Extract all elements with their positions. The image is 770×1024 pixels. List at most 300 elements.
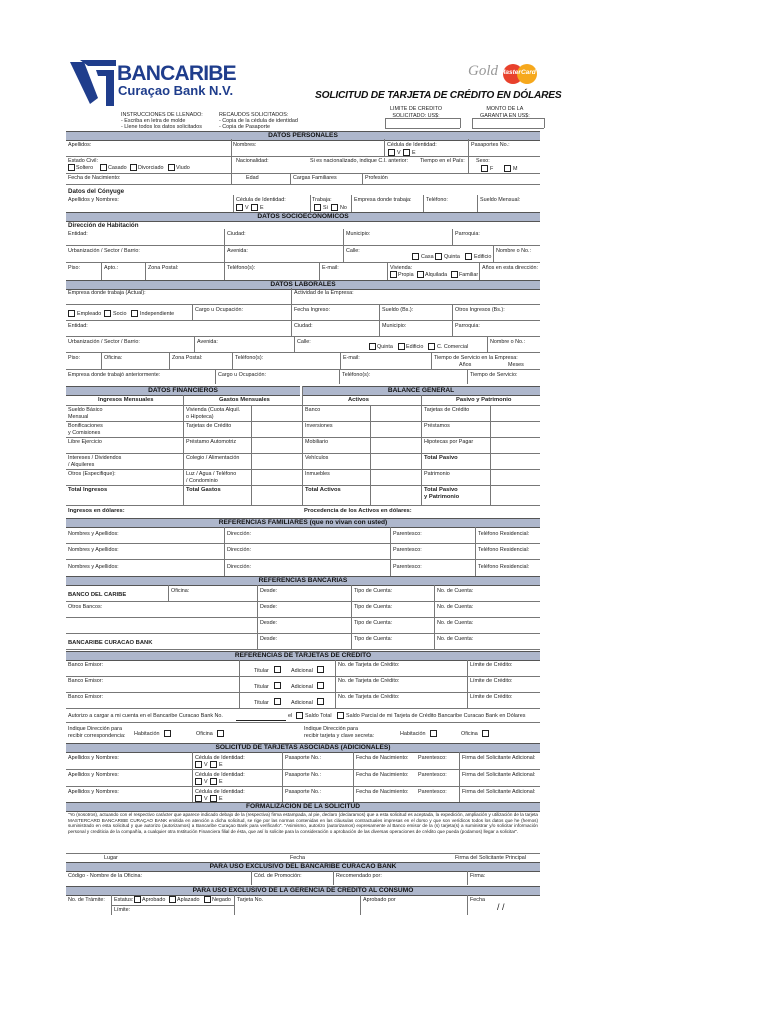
section-referencias-tarjetas: REFERENCIAS DE TARJETAS DE CREDITO xyxy=(66,651,540,661)
instrucciones-l2: - Llene todos los datos solicitados xyxy=(121,124,202,130)
familiar-label: Familiar xyxy=(459,272,479,278)
ad-parentesco-label[interactable]: Parentesco: xyxy=(418,772,447,778)
fin-row-divider xyxy=(66,485,540,486)
formalizacion-text: "Yo (nosotros), actuando con el respectivo carácter que aparece indicado debajo de la (respectiva) firma estampada, al pie, declaro (declaramos) que a esta solicitud es aceptada, la expedición, ampliación y utilización de la tarjeta MASTERCARD BANCARIBE CURAÇAO BANK emitida en atención a dicha solicitud, se rige por las normas contenidas en las cláusulas contractuales impresas en el dorso y que son verídicos todos los datos que he (hemos) suministrado en esta solicitud y que autorizo (autorizamos) a Bancaribe Curaçao Bank para verificarlo". "Asimismo, autorizo (autorizamos) expresamente al Banco emisor de la (s) tarjeta(s) a suministrar y/o solicitar información personal y crediticia de la compañía, a cualquier otra Institución Financiera filial de ésta, que así lo solicite para la consideración o aprobación de las diversas operaciones de crédito que pueda (podamos) llegar a solicitar". xyxy=(68,812,538,834)
ad-e-label: E xyxy=(219,762,223,768)
ad-parentesco-label[interactable]: Parentesco: xyxy=(418,755,447,761)
rt-no-tarjeta-label[interactable]: No. de Tarjeta de Crédito: xyxy=(338,662,400,668)
hab-casa-label: Casa xyxy=(421,254,434,260)
saldo-parcial-checkbox[interactable] xyxy=(337,712,344,719)
lab-zona-label[interactable]: Zona Postal: xyxy=(172,355,203,361)
ad-cedula-label[interactable]: Cédula de Identidad: xyxy=(195,772,245,778)
ad-parentesco-label[interactable]: Parentesco: xyxy=(418,789,447,795)
viudo-checkbox[interactable] xyxy=(168,164,175,171)
cod-promocion-label[interactable]: Cód. de Promoción: xyxy=(254,873,302,879)
fin-cell[interactable]: Tarjetas de Crédito xyxy=(186,423,232,429)
rt-banco-label[interactable]: Banco Emisor: xyxy=(68,694,104,700)
hab-casa-checkbox[interactable] xyxy=(412,253,419,260)
fin-cell[interactable]: Colegio / Alimentación xyxy=(186,455,240,461)
rb-no-cuenta-label[interactable]: No. de Cuenta: xyxy=(437,604,474,610)
conyuge-empresa-label[interactable]: Empresa donde trabaja: xyxy=(354,197,412,203)
gastos-header: Gastos Mensuales xyxy=(219,397,270,403)
ad-firma-label[interactable]: Firma del Solicitante Adicional: xyxy=(462,772,536,778)
socio-checkbox[interactable] xyxy=(104,310,111,317)
hab-municipio-label[interactable]: Municipio: xyxy=(346,231,371,237)
rb-tipo-label[interactable]: Tipo de Cuenta: xyxy=(354,588,393,594)
hab-urb-label[interactable]: Urbanización / Sector / Barrio: xyxy=(68,248,140,254)
rf-direccion-label[interactable]: Dirección: xyxy=(227,564,251,570)
rf-telefono-label[interactable]: Teléfono Residencial: xyxy=(478,564,530,570)
section-adicionales: SOLICITUD DE TARJETAS ASOCIADAS (ADICIONALES) xyxy=(66,743,540,753)
sexo-f-checkbox[interactable] xyxy=(481,165,488,172)
fin-cell[interactable]: Mobiliario xyxy=(305,439,329,445)
negado-label: Negado xyxy=(212,897,231,903)
hab-parroquia-label[interactable]: Parroquia: xyxy=(455,231,480,237)
rt-adicional-label: Adicional xyxy=(291,684,313,690)
hab-piso-label[interactable]: Piso: xyxy=(68,265,80,271)
rt-limite-label[interactable]: Límite de Crédito: xyxy=(470,694,513,700)
ad-v-checkbox[interactable] xyxy=(195,761,202,768)
rt-adicional-checkbox[interactable] xyxy=(317,698,324,705)
hab-anos-label[interactable]: Años en esta dirección: xyxy=(482,265,539,271)
pasaportes-label[interactable]: Pasaportes No.: xyxy=(471,142,510,148)
tarj-oficina-checkbox[interactable] xyxy=(482,730,489,737)
nacionalizado-label[interactable]: Si es nacionalizado, indique C.I. anterior: xyxy=(310,158,408,164)
hab-edificio-checkbox[interactable] xyxy=(465,253,472,260)
lab-fecha-ingreso-label[interactable]: Fecha Ingreso: xyxy=(294,307,330,313)
recaudos-heading: RECAUDOS SOLICITADOS: xyxy=(219,112,289,118)
fin-cell[interactable]: Patrimonio xyxy=(424,471,450,477)
correspondencia-label: Indique Dirección para recibir correspondencia: xyxy=(68,726,126,739)
lab-ciudad-label[interactable]: Ciudad: xyxy=(294,323,313,329)
rt-adicional-checkbox[interactable] xyxy=(317,682,324,689)
fecha-gerencia-label[interactable]: Fecha xyxy=(470,897,485,903)
nacionalidad-label[interactable]: Nacionalidad: xyxy=(236,158,269,164)
fin-cell[interactable]: Libre Ejercicio xyxy=(68,439,102,445)
rb-no-cuenta-label[interactable]: No. de Cuenta: xyxy=(437,588,474,594)
estatus-label: Estatus: xyxy=(114,897,134,903)
rf-divider xyxy=(224,543,225,559)
tramite-label[interactable]: No. de Trámite: xyxy=(68,897,105,903)
hab-quinta-label: Quinta xyxy=(444,254,460,260)
rf-divider xyxy=(224,527,225,543)
independiente-checkbox[interactable] xyxy=(131,310,138,317)
rf-divider xyxy=(390,527,391,543)
rb-desde-label[interactable]: Desde: xyxy=(260,620,278,626)
ad-e-label: E xyxy=(219,779,223,785)
rf-parentesco-label[interactable]: Parentesco: xyxy=(393,564,422,570)
lab-nombre-no-label[interactable]: Nombre o No.: xyxy=(490,339,526,345)
ad-cedula-label[interactable]: Cédula de Identidad: xyxy=(195,789,245,795)
lab-piso-label[interactable]: Piso: xyxy=(68,355,80,361)
ad-firma-label[interactable]: Firma del Solicitante Adicional: xyxy=(462,789,536,795)
rf-divider xyxy=(224,560,225,576)
ad-pasaporte-label[interactable]: Pasaporte No.: xyxy=(285,789,321,795)
ad-cedula-label[interactable]: Cédula de Identidad: xyxy=(195,755,245,761)
mastercard-text: MasterCard xyxy=(500,69,536,76)
rt-limite-label[interactable]: Límite de Crédito: xyxy=(470,678,513,684)
saldo-total-checkbox[interactable] xyxy=(296,712,303,719)
alquilado-label: Alquilada xyxy=(425,272,448,278)
viudo-label: Viudo xyxy=(176,165,190,171)
ad-row-divider xyxy=(66,769,540,770)
rt-titular-checkbox[interactable] xyxy=(274,666,281,673)
ad-fecha-nac-label[interactable]: Fecha de Nacimiento: xyxy=(356,772,409,778)
fin-cell[interactable]: Total Activos xyxy=(305,487,341,493)
rb-row-divider xyxy=(66,649,540,650)
recaudos-l2: - Copia de Pasaporte xyxy=(219,124,270,130)
curacao-label: BANCARIBE CURACAO BANK xyxy=(68,640,153,646)
banco-caribe-label: BANCO DEL CARIBE xyxy=(68,592,127,598)
autorizo-label: Autorizo a cargar a mi cuenta en el Bancaribe Curacao Bank No. xyxy=(68,713,223,719)
edad-label[interactable]: Edad xyxy=(246,175,259,181)
ad-pasaporte-label[interactable]: Pasaporte No.: xyxy=(285,772,321,778)
rf-parentesco-label[interactable]: Parentesco: xyxy=(393,531,422,537)
sexo-m-label: M xyxy=(513,166,518,172)
lab-quinta-label: Quinta xyxy=(377,344,393,350)
conyuge-sueldo-label[interactable]: Sueldo Mensual: xyxy=(480,197,521,203)
aplazado-label: Aplazado xyxy=(177,897,200,903)
rf-row-divider xyxy=(66,559,540,560)
brand-subname: Curaçao Bank N.V. xyxy=(118,83,234,98)
fin-cell[interactable]: Préstamos xyxy=(424,423,450,429)
lab-cargo-label[interactable]: Cargo u Ocupación: xyxy=(195,307,243,313)
rt-banco-label[interactable]: Banco Emisor: xyxy=(68,678,104,684)
rt-titular-label: Titular xyxy=(254,700,269,706)
lab-quinta-checkbox[interactable] xyxy=(369,343,376,350)
cedula-v-checkbox[interactable] xyxy=(388,149,395,156)
hab-calle-label[interactable]: Calle: xyxy=(346,248,360,254)
rt-titular-label: Titular xyxy=(254,668,269,674)
hab-avenida-label[interactable]: Avenida: xyxy=(227,248,248,254)
rb-oficina-label[interactable]: Oficina: xyxy=(171,588,190,594)
instrucciones-heading: INSTRUCCIONES DE LLENADO: xyxy=(121,112,203,118)
fin-cell[interactable]: Banco xyxy=(305,407,321,413)
fin-cell[interactable]: Otros (Especifique): xyxy=(68,471,116,477)
divorciado-checkbox[interactable] xyxy=(130,164,137,171)
section-formalizacion: FORMALIZACION DE LA SOLICITUD xyxy=(66,802,540,812)
hab-telefonos-label[interactable]: Teléfono(s): xyxy=(227,265,256,271)
fecha-nac-label[interactable]: Fecha de Nacimiento: xyxy=(68,175,121,181)
lab-cargo2-label[interactable]: Cargo u Ocupación: xyxy=(218,372,266,378)
rt-adicional-label: Adicional xyxy=(291,668,313,674)
propia-checkbox[interactable] xyxy=(390,271,397,278)
rt-adicional-checkbox[interactable] xyxy=(317,666,324,673)
monto-label: MONTO DE LA GARANTIA EN US$: xyxy=(480,106,530,119)
sexo-f-label: F xyxy=(490,166,494,172)
aprobado-checkbox[interactable] xyxy=(134,896,141,903)
section-uso-banco: PARA USO EXCLUSIVO DEL BANCARIBE CURACAO BANK xyxy=(66,862,540,872)
corr-habitacion-label: Habitación xyxy=(134,731,160,737)
trabaja-si-checkbox[interactable] xyxy=(314,204,321,211)
limite-label: LIMITE DE CREDITO SOLICITADO: US$: xyxy=(390,106,443,119)
cedula-label[interactable]: Cédula de Identidad: xyxy=(387,142,437,148)
corr-oficina-label: Oficina xyxy=(196,731,213,737)
fin-cell[interactable]: Vehículos xyxy=(305,455,329,461)
saldo-total-label: Saldo Total xyxy=(305,713,332,719)
fin-row-divider xyxy=(66,421,540,422)
lab-entidad-label[interactable]: Entidad: xyxy=(68,323,88,329)
ad-e-checkbox[interactable] xyxy=(210,778,217,785)
negado-checkbox[interactable] xyxy=(204,896,211,903)
tarj-habitacion-checkbox[interactable] xyxy=(430,730,437,737)
fin-cell[interactable]: Total Ingresos xyxy=(68,487,108,493)
rf-telefono-label[interactable]: Teléfono Residencial: xyxy=(478,547,530,553)
nombres-label[interactable]: Nombres: xyxy=(233,142,257,148)
conyuge-trabaja-label: Trabaja: xyxy=(312,197,332,203)
ad-e-checkbox[interactable] xyxy=(210,761,217,768)
corr-oficina-checkbox[interactable] xyxy=(217,730,224,737)
aprobado-label: Aprobado xyxy=(142,897,166,903)
rb-no-cuenta-label[interactable]: No. de Cuenta: xyxy=(437,620,474,626)
lab-email-label[interactable]: E-mail: xyxy=(343,355,360,361)
hab-email-label[interactable]: E-mail: xyxy=(322,265,339,271)
ad-v-label: V xyxy=(204,796,208,802)
fin-cell[interactable]: Inmuebles xyxy=(305,471,330,477)
tarjeta-direccion-label: Indique Dirección para recibir tarjeta y clave secreta: xyxy=(304,726,375,739)
rt-adicional-label: Adicional xyxy=(291,700,313,706)
lab-calle-label[interactable]: Calle: xyxy=(297,339,311,345)
profesion-label[interactable]: Profesión xyxy=(365,175,388,181)
conyuge-v-checkbox[interactable] xyxy=(236,204,243,211)
lab-comercial-label: C. Comercial xyxy=(437,344,469,350)
hab-quinta-checkbox[interactable] xyxy=(435,253,442,260)
rf-direccion-label[interactable]: Dirección: xyxy=(227,531,251,537)
rf-direccion-label[interactable]: Dirección: xyxy=(227,547,251,553)
rf-parentesco-label[interactable]: Parentesco: xyxy=(393,547,422,553)
rf-nombres-label[interactable]: Nombres y Apellidos: xyxy=(68,547,119,553)
fin-cell[interactable]: Sueldo Básico Mensual xyxy=(68,407,103,420)
familiar-checkbox[interactable] xyxy=(451,271,458,278)
lab-edificio-label: Edificio xyxy=(406,344,424,350)
rb-desde-label[interactable]: Desde: xyxy=(260,636,278,642)
fin-row-divider xyxy=(66,437,540,438)
soltero-checkbox[interactable] xyxy=(68,164,75,171)
lab-actividad-label[interactable]: Actividad de la Empresa: xyxy=(294,290,354,296)
tiempo-pais-label[interactable]: Tiempo en el País: xyxy=(420,158,465,164)
section-datos-financieros: DATOS FINANCIEROS xyxy=(66,386,300,396)
casado-checkbox[interactable] xyxy=(100,164,107,171)
recomendado-label[interactable]: Recomendado por: xyxy=(336,873,382,879)
instrucciones-l1: - Escriba en letra de molde xyxy=(121,118,186,124)
fin-cell[interactable]: Luz / Agua / Teléfono / Condominio xyxy=(186,471,237,484)
rt-titular-label: Titular xyxy=(254,684,269,690)
ingresos-header: Ingresos Mensuales xyxy=(98,397,154,403)
procedencia-label[interactable]: Procedencia de los Activos en dólares: xyxy=(304,508,412,514)
propia-label: Propia xyxy=(398,272,414,278)
casado-label: Casado xyxy=(108,165,127,171)
rt-no-tarjeta-label[interactable]: No. de Tarjeta de Crédito: xyxy=(338,678,400,684)
lab-avenida-label[interactable]: Avenida: xyxy=(197,339,218,345)
rt-titular-checkbox[interactable] xyxy=(274,698,281,705)
rb-row-divider xyxy=(66,617,540,618)
hab-zona-label[interactable]: Zona Postal: xyxy=(148,265,179,271)
ad-e-label: E xyxy=(219,796,223,802)
fin-row-divider xyxy=(66,505,540,506)
ad-apellidos-label[interactable]: Apellidos y Nombres: xyxy=(68,772,119,778)
rf-divider xyxy=(390,543,391,559)
conyuge-cedula-label[interactable]: Cédula de Identidad: xyxy=(236,197,286,203)
sexo-label: Sexo: xyxy=(476,158,490,164)
fecha-slashes: / / xyxy=(497,902,505,912)
rb-row-divider xyxy=(66,633,540,634)
section-datos-laborales: DATOS LABORALES xyxy=(66,280,540,290)
rb-tipo-label[interactable]: Tipo de Cuenta: xyxy=(354,620,393,626)
lab-otros-ingresos-label[interactable]: Otros Ingresos (Bs.): xyxy=(455,307,505,313)
cedula-e-checkbox[interactable] xyxy=(403,149,410,156)
lab-municipio-label[interactable]: Municipio: xyxy=(382,323,407,329)
rf-nombres-label[interactable]: Nombres y Apellidos: xyxy=(68,531,119,537)
soltero-label: Soltero xyxy=(76,165,94,171)
ad-v-label: V xyxy=(204,779,208,785)
ad-pasaporte-label[interactable]: Pasaporte No.: xyxy=(285,755,321,761)
lab-edificio-checkbox[interactable] xyxy=(398,343,405,350)
fin-cell[interactable]: Total Pasivo y Patrimonio xyxy=(424,487,460,500)
mastercard-logo xyxy=(497,63,543,85)
recaudos-l1: - Copia de la cédula de identidad xyxy=(219,118,298,124)
ad-fecha-nac-label[interactable]: Fecha de Nacimiento: xyxy=(356,755,409,761)
aplazado-checkbox[interactable] xyxy=(169,896,176,903)
trabaja-no-checkbox[interactable] xyxy=(331,204,338,211)
rb-row-divider xyxy=(66,601,540,602)
fin-row-divider xyxy=(66,469,540,470)
rb-desde-label[interactable]: Desde: xyxy=(260,588,278,594)
ad-fecha-nac-label[interactable]: Fecha de Nacimiento: xyxy=(356,789,409,795)
apellidos-label[interactable]: Apellidos: xyxy=(68,142,92,148)
empleado-label: Empleado xyxy=(77,311,102,317)
rt-titular-checkbox[interactable] xyxy=(274,682,281,689)
rf-telefono-label[interactable]: Teléfono Residencial: xyxy=(478,531,530,537)
alquilado-checkbox[interactable] xyxy=(417,271,424,278)
hab-nombre-no-label[interactable]: Nombre o No.: xyxy=(496,248,532,254)
lab-anos-label[interactable]: Años xyxy=(459,362,472,368)
section-balance-general: BALANCE GENERAL xyxy=(302,386,540,396)
tarjeta-no-label[interactable]: Tarjeta No. xyxy=(237,897,264,903)
ad-e-checkbox[interactable] xyxy=(210,795,217,802)
lab-sueldo-label[interactable]: Sueldo (Bs.): xyxy=(382,307,414,313)
rt-row-divider xyxy=(66,676,540,677)
rt-limite-label[interactable]: Límite de Crédito: xyxy=(470,662,513,668)
estado-civil-label: Estado Civil: xyxy=(68,158,98,164)
empleado-checkbox[interactable] xyxy=(68,310,75,317)
conyuge-v-label: V xyxy=(245,205,249,211)
conyuge-apellidos-label[interactable]: Apellidos y Nombres: xyxy=(68,197,119,203)
codigo-oficina-label[interactable]: Código - Nombre de la Oficina: xyxy=(68,873,143,879)
rf-row-divider xyxy=(66,543,540,544)
aprobado-por-label[interactable]: Aprobado por xyxy=(363,897,396,903)
rb-desde-label[interactable]: Desde: xyxy=(260,604,278,610)
section-uso-gerencia: PARA USO EXCLUSIVO DE LA GERENCIA DE CREDITO AL CONSUMO xyxy=(66,886,540,896)
ad-apellidos-label[interactable]: Apellidos y Nombres: xyxy=(68,755,119,761)
lab-urb-label[interactable]: Urbanización / Sector / Barrio: xyxy=(68,339,140,345)
section-datos-socioeconomicos: DATOS SOCIOECONOMICOS xyxy=(66,212,540,222)
hab-entidad-label[interactable]: Entidad: xyxy=(68,231,88,237)
brand-name: BANCARIBE xyxy=(117,62,236,85)
tarj-habitacion-label: Habitación xyxy=(400,731,426,737)
habitacion-heading: Dirección de Habitación xyxy=(68,222,139,229)
lab-empresa-label[interactable]: Empresa donde trabaja (Actual): xyxy=(68,290,146,296)
fin-cell[interactable]: Total Pasivo xyxy=(424,455,458,461)
rt-no-tarjeta-label[interactable]: No. de Tarjeta de Crédito: xyxy=(338,694,400,700)
cedula-v-label: V xyxy=(397,150,401,156)
sexo-m-checkbox[interactable] xyxy=(504,165,511,172)
conyuge-e-checkbox[interactable] xyxy=(251,204,258,211)
rf-divider xyxy=(475,527,476,543)
conyuge-e-label: E xyxy=(260,205,264,211)
independiente-label: Independiente xyxy=(140,311,175,317)
ad-v-checkbox[interactable] xyxy=(195,795,202,802)
fin-cell[interactable]: Intereses / Dividendos / Alquileres xyxy=(68,455,122,468)
rb-tipo-label[interactable]: Tipo de Cuenta: xyxy=(354,636,393,642)
lab-meses-label[interactable]: Meses xyxy=(508,362,524,368)
rb-otros-label[interactable]: Otros Bancos: xyxy=(68,604,103,610)
fin-cell[interactable]: Inversiones xyxy=(305,423,333,429)
rf-divider xyxy=(475,560,476,576)
fecha-label[interactable]: Fecha xyxy=(290,855,305,861)
lab-tiempo-label: Tiempo de Servicio en la Empresa: xyxy=(434,355,518,361)
ad-v-checkbox[interactable] xyxy=(195,778,202,785)
ingresos-dolares-label[interactable]: Ingresos en dólares: xyxy=(68,508,125,514)
rt-banco-label[interactable]: Banco Emisor: xyxy=(68,662,104,668)
pasivo-header: Pasivo y Patrimonio xyxy=(456,397,512,403)
saldo-parcial-label: Saldo Parcial de mi Tarjeta de Crédito Bancaribe Curacao Bank en Dólares xyxy=(346,713,526,719)
fin-cell[interactable]: Hipotecas por Pagar xyxy=(424,439,474,445)
lab-telefonos2-label[interactable]: Teléfono(s): xyxy=(342,372,371,378)
fin-cell[interactable]: Bonificaciones y Comisiones xyxy=(68,423,103,436)
corr-habitacion-checkbox[interactable] xyxy=(164,730,171,737)
section-datos-personales: DATOS PERSONALES xyxy=(66,131,540,141)
lab-parroquia-label[interactable]: Parroquia: xyxy=(455,323,480,329)
activos-header: Activos xyxy=(348,397,369,403)
hab-apto-label[interactable]: Apto.: xyxy=(104,265,119,271)
trabaja-si-label: Si xyxy=(323,205,328,211)
lab-anterior-label[interactable]: Empresa donde trabajó anteriormente: xyxy=(68,372,161,378)
lab-tiempo2-label[interactable]: Tiempo de Servicio: xyxy=(470,372,518,378)
conyuge-heading: Datos del Cónyuge xyxy=(68,188,125,195)
conyuge-telefono-label[interactable]: Teléfono: xyxy=(426,197,448,203)
ad-apellidos-label[interactable]: Apellidos y Nombres: xyxy=(68,789,119,795)
ad-row-divider xyxy=(66,786,540,787)
lab-comercial-checkbox[interactable] xyxy=(428,343,435,350)
firma-principal-label[interactable]: Firma del Solicitante Principal xyxy=(455,855,527,861)
fin-cell[interactable]: Total Gastos xyxy=(186,487,221,493)
section-referencias-bancarias: REFERENCIAS BANCARIAS xyxy=(66,576,540,586)
hab-ciudad-label[interactable]: Ciudad: xyxy=(227,231,246,237)
rf-divider xyxy=(390,560,391,576)
fin-cell[interactable]: Vivienda (Cuota Alquil. o Hipoteca) xyxy=(186,407,241,420)
socio-label: Socio xyxy=(113,311,127,317)
rf-nombres-label[interactable]: Nombres y Apellidos: xyxy=(68,564,119,570)
hab-vivienda-label: Vivienda: xyxy=(390,265,413,271)
firma-banco-label[interactable]: Firma: xyxy=(470,873,486,879)
rb-no-cuenta-label[interactable]: No. de Cuenta: xyxy=(437,636,474,642)
lugar-label[interactable]: Lugar xyxy=(104,855,118,861)
limite-gerencia-label[interactable]: Límite: xyxy=(114,907,131,913)
tarj-oficina-label: Oficina xyxy=(461,731,478,737)
page-title: SOLICITUD DE TARJETA DE CRÉDITO EN DÓLARES xyxy=(315,90,562,101)
bank-logo xyxy=(68,58,118,108)
cedula-e-label: E xyxy=(412,150,416,156)
ad-v-label: V xyxy=(204,762,208,768)
fin-cell[interactable]: Tarjetas de Crédito xyxy=(424,407,470,413)
rt-row-divider xyxy=(66,708,540,709)
lab-oficina-label[interactable]: Oficina: xyxy=(104,355,123,361)
rb-tipo-label[interactable]: Tipo de Cuenta: xyxy=(354,604,393,610)
cargas-label[interactable]: Cargas Familiares xyxy=(293,175,337,181)
ad-firma-label[interactable]: Firma del Solicitante Adicional: xyxy=(462,755,536,761)
lab-telefonos-label[interactable]: Teléfono(s): xyxy=(235,355,264,361)
fin-cell[interactable]: Préstamo Automotriz xyxy=(186,439,237,445)
